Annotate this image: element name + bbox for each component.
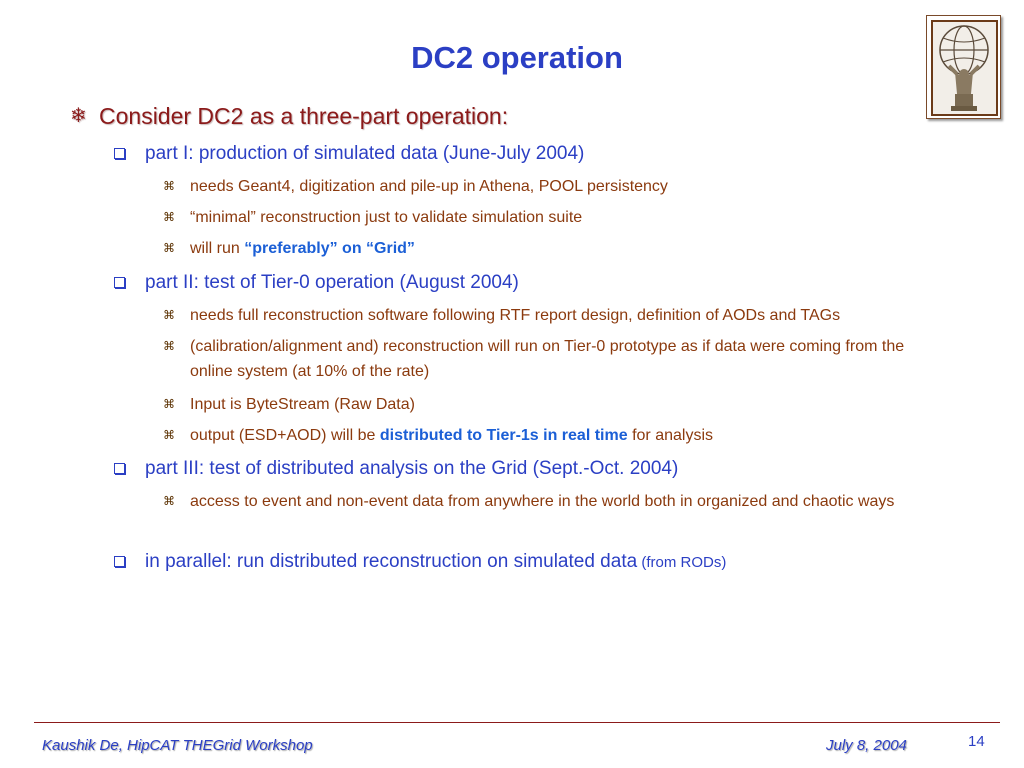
page-number: 14 xyxy=(968,733,985,750)
command-key-icon: ⌘ xyxy=(163,241,175,255)
command-key-icon: ⌘ xyxy=(163,397,175,411)
command-key-icon: ⌘ xyxy=(163,308,175,322)
output-emphasis: distributed to Tier-1s in real time xyxy=(379,427,628,444)
square-icon xyxy=(114,148,125,159)
square-icon xyxy=(114,277,125,288)
command-key-icon: ⌘ xyxy=(163,210,175,224)
parallel-heading: in parallel: run distributed reconstruction on simulated data xyxy=(145,551,638,572)
command-key-icon: ⌘ xyxy=(163,428,175,442)
footer-author: Kaushik De, HipCAT THEGrid Workshop xyxy=(42,737,313,754)
parallel-note: (from RODs) xyxy=(637,554,727,571)
command-key-icon: ⌘ xyxy=(163,339,175,353)
command-key-icon: ⌘ xyxy=(163,179,175,193)
slide-title: DC2 operation xyxy=(411,40,623,75)
atlas-logo-icon xyxy=(926,15,1001,119)
part-2-heading: part II: test of Tier-0 operation (August 2004) xyxy=(145,272,519,293)
command-key-icon: ⌘ xyxy=(163,494,175,508)
snowflake-icon: ❄ xyxy=(70,105,87,127)
square-icon xyxy=(114,463,125,474)
footer-divider xyxy=(34,722,1000,723)
lead-text: Consider DC2 as a three-part operation: xyxy=(99,103,509,129)
footer-date: July 8, 2004 xyxy=(826,737,907,754)
part-1-heading: part I: production of simulated data (June-July 2004) xyxy=(145,143,585,164)
part-3-heading: part III: test of distributed analysis on the Grid (Sept.-Oct. 2004) xyxy=(145,458,679,479)
output-suffix: for analysis xyxy=(627,427,713,444)
run-prefix: will run xyxy=(190,240,245,257)
run-emphasis: “preferably” on “Grid” xyxy=(244,240,415,257)
square-icon xyxy=(114,556,125,567)
output-prefix: output (ESD+AOD) will be xyxy=(190,427,380,444)
